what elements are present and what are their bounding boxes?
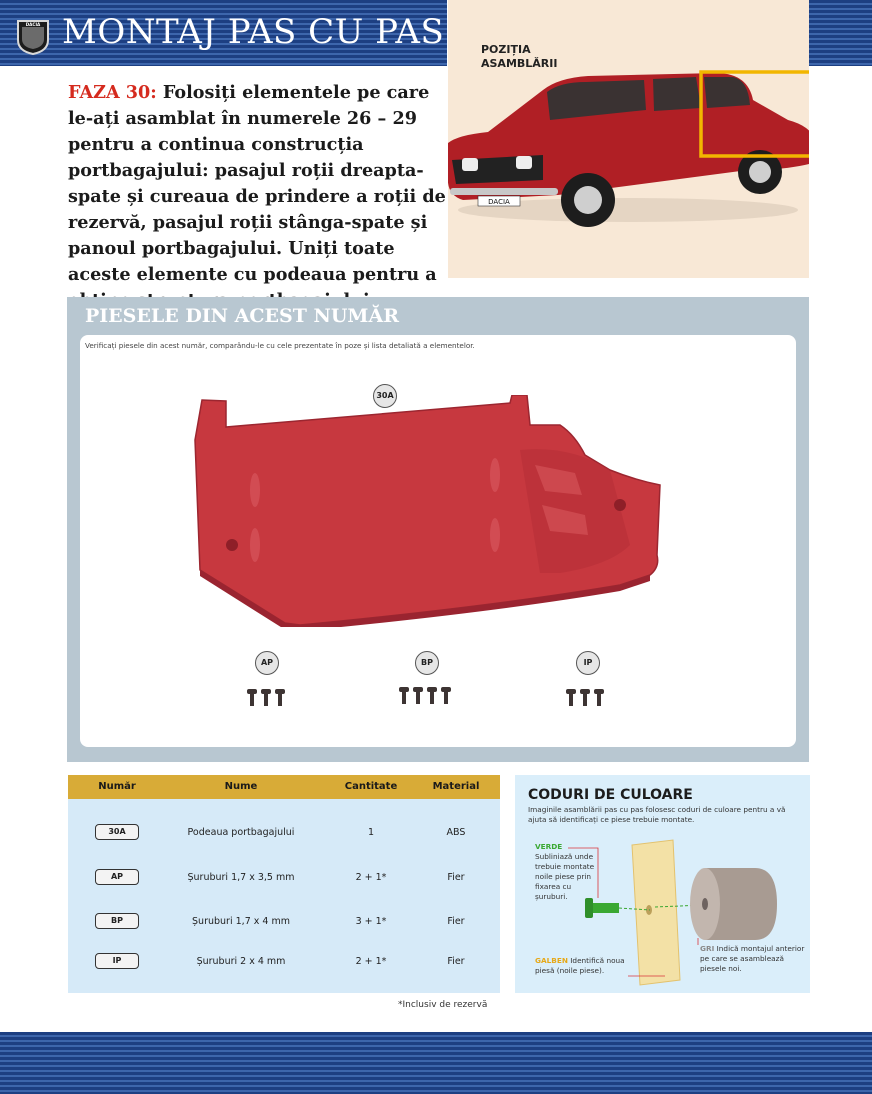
green-screw-icon <box>589 903 619 913</box>
yellow-code-label: GALBEN <box>535 956 568 965</box>
row-material: Fier <box>447 916 465 927</box>
screws-bp-icon <box>398 687 458 705</box>
row-qty: 1 <box>367 827 375 838</box>
front-side-window <box>653 77 701 111</box>
phase-label: FAZA 30: <box>68 82 157 103</box>
green-code-text: Subliniază unde trebuie montate noile piese prin fixarea cu șuruburi. <box>535 852 595 901</box>
row-code: AP <box>95 869 139 885</box>
parts-table <box>68 775 500 993</box>
row-code: BP <box>95 913 139 929</box>
page-title: MONTAJ PAS CU PAS <box>62 12 445 52</box>
col-header-name: Nume <box>224 781 258 792</box>
table-row <box>68 912 500 932</box>
row-qty: 3 + 1* <box>355 916 387 927</box>
row-name: Șuruburi 1,7 x 4 mm <box>192 916 290 927</box>
headlight-right <box>516 156 532 169</box>
color-codes-description: Imaginile asamblării pas cu pas folosesc coduri de culoare pentru a vă ajuta să identificați ce piese trebuie montate. <box>528 805 786 824</box>
parts-box <box>80 335 796 747</box>
part-code-bp: BP <box>415 651 439 675</box>
front-bumper <box>450 188 558 195</box>
table-row <box>68 823 500 843</box>
intro-paragraph <box>68 80 446 314</box>
license-plate-text: DACIA <box>488 198 510 206</box>
row-material: Fier <box>447 956 465 967</box>
dacia-badge-icon <box>14 18 52 56</box>
part-code-30a: 30A <box>373 384 397 408</box>
parts-section-title: PIESELE DIN ACEST NUMĂR <box>85 305 399 327</box>
part-code-ip: IP <box>576 651 600 675</box>
table-header <box>68 775 500 799</box>
row-code: IP <box>95 953 139 969</box>
color-codes-box <box>515 775 810 993</box>
row-name: Podeaua portbagajului <box>187 827 295 838</box>
part-code-ap: AP <box>255 651 279 675</box>
yellow-code-text: Identifică noua piesă (noile piese). <box>535 956 625 975</box>
row-name: Șuruburi 2 x 4 mm <box>196 956 286 967</box>
green-code-item <box>535 842 597 902</box>
parts-note: Verificați piesele din acest număr, comparându-le cu cele prezentate în poze și lista detaliată a elementelor. <box>85 341 475 350</box>
row-qty: 2 + 1* <box>355 872 387 883</box>
car-illustration <box>448 60 809 278</box>
col-header-material: Material <box>432 781 480 792</box>
screws-ap-icon <box>246 689 290 707</box>
badge-text: DACIA <box>25 22 41 27</box>
intro-text: Folosiți elementele pe care le-ați asamblat în numerele 26 – 29 pentru a continua construcția portbagajului: pasajul roții dreapta-spate și cureaua de prindere a roții de rezervă, pasajul roții stânga-spate și panoul portbagajului. Uniți toate aceste elemente cu podeaua pentru a <box>68 82 446 285</box>
trunk-floor-part <box>190 395 680 627</box>
row-material: Fier <box>447 872 465 883</box>
screws-ip-icon <box>565 689 609 707</box>
assembly-position-panel <box>448 0 809 278</box>
green-code-label: VERDE <box>535 842 563 851</box>
grey-code-item <box>700 944 808 974</box>
row-material: ABS <box>446 827 466 838</box>
yellow-block-icon <box>632 840 680 985</box>
row-qty: 2 + 1* <box>355 956 387 967</box>
table-row <box>68 868 500 888</box>
row-name: Șuruburi 1,7 x 3,5 mm <box>187 872 295 883</box>
grey-code-text: Indică montajul anterior pe care se asamblează piesele noi. <box>700 944 805 973</box>
row-code: 30A <box>95 824 139 840</box>
color-codes-title: CODURI DE CULOARE <box>528 787 693 803</box>
footer-band <box>0 1032 872 1094</box>
col-header-code: Număr <box>98 781 136 792</box>
grey-code-label: GRI <box>700 944 715 953</box>
col-header-qty: Cantitate <box>344 781 398 792</box>
yellow-code-item <box>535 956 629 976</box>
headlight-left <box>462 158 478 171</box>
parts-section <box>67 297 809 762</box>
assembly-position-label: POZIȚIA ASAMBLĂRII <box>481 43 558 70</box>
table-footnote: *Inclusiv de rezervă <box>398 1000 488 1010</box>
table-row <box>68 952 500 972</box>
